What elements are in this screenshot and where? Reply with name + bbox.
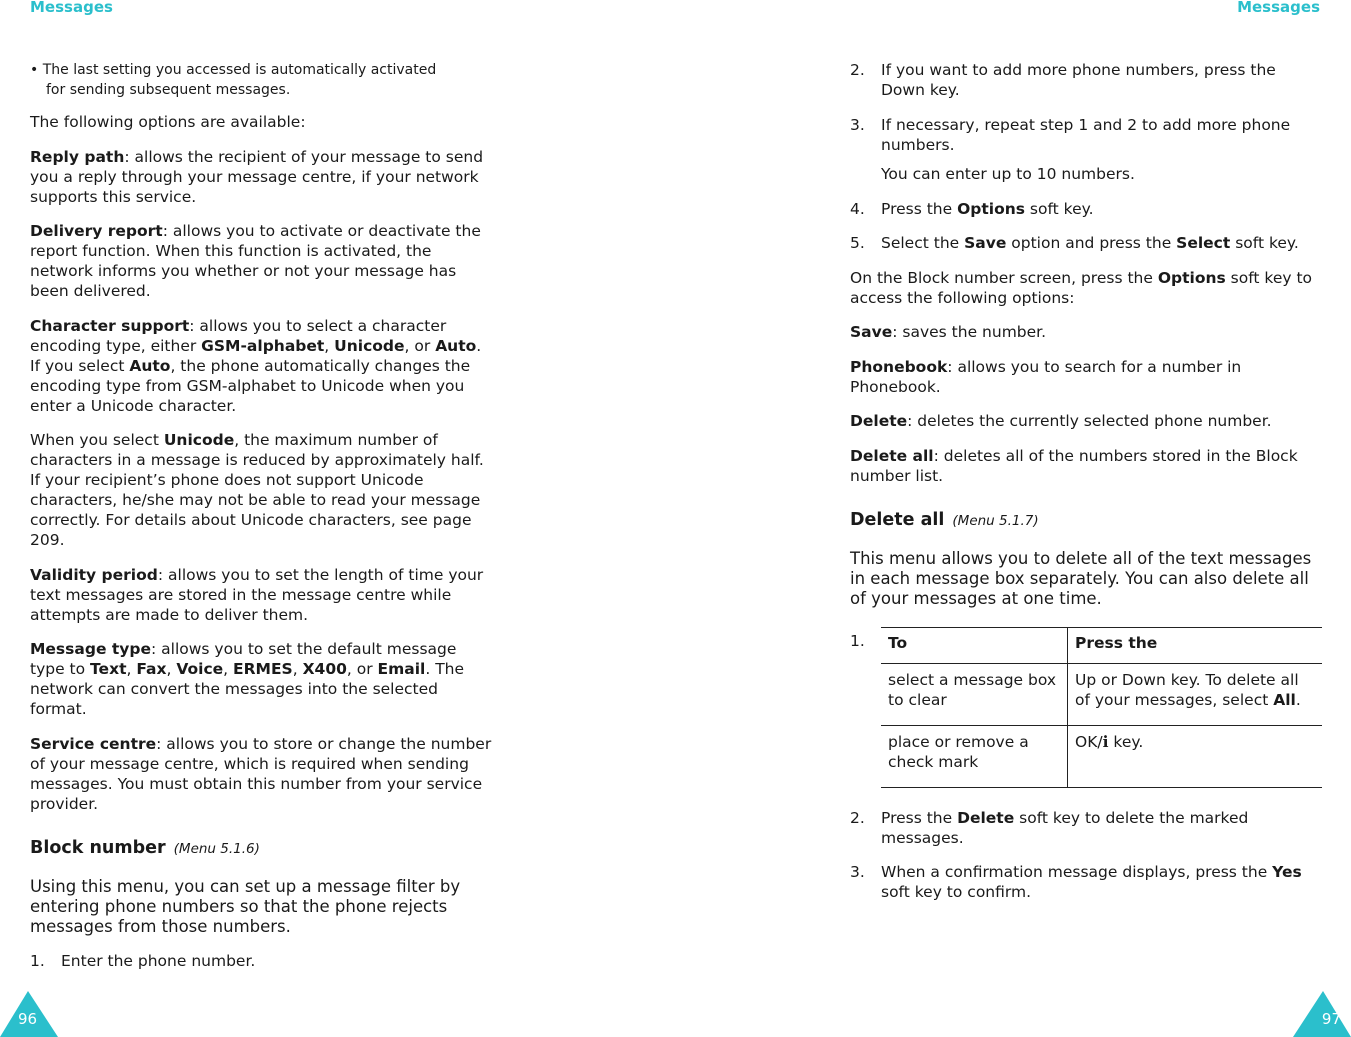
table-cell: place or remove a check mark [881,725,1068,787]
option-service-centre: Service centre: allows you to store or change the number of your message centre, which is required when sending messages. You must obtain this number from your service provider. [30,734,492,813]
option-reply-path: Reply path: allows the recipient of your message to send you a reply through your message centre, if your network supports this service. [30,147,484,206]
unicode-paragraph: When you select Unicode, the maximum number of characters in a message is reduced by approximately half. If your recipient’s phone does not support Unicode characters, he/she may not be able to read your message correctly. For details about Unicode characters, see page 209. [30,431,484,549]
options-intro: The following options are available: [30,113,306,131]
page-number: 97 [1321,1010,1341,1028]
option-delete: Delete: deletes the currently selected phone number. [850,412,1272,430]
step-item: 5. Select the Save option and press the Select soft key. [850,234,1299,252]
block-options-intro: On the Block number screen, press the Options soft key to access the following options: [850,268,1313,307]
block-steps [30,951,492,971]
instruction-table-block [850,627,1322,788]
step-note: You can enter up to 10 numbers. [881,165,1135,183]
step-item: 3. If necessary, repeat step 1 and 2 to add more phone numbers. [850,115,1291,154]
info-key-icon: ℹ [1102,732,1109,751]
delete-steps [850,808,1322,903]
left-page [0,0,675,1037]
left-column [30,60,492,986]
option-save: Save: saves the number. [850,323,1047,341]
note-bullet: • [30,62,39,78]
section-title-delete-all: Delete all (Menu 5.1.7) [850,509,1039,530]
note [30,60,492,100]
option-message-type: Message type: allows you to set the default message type to Text, Fax, Voice, ERMES, X400, or Email. The network can convert the messages into the selected format. [30,640,465,718]
right-column [850,60,1322,917]
table-cell: Up or Down key. To delete all of your messages, select All. [1068,663,1323,725]
block-steps-continued [850,60,1322,155]
block-intro: Using this menu, you can set up a message filter by entering phone numbers so that the phone rejects messages from those numbers. [30,876,461,936]
table-cell: select a message box to clear [881,663,1068,725]
step-item: 1. Enter the phone number. [30,952,256,970]
table-row [881,663,1322,725]
page-number: 96 [18,1010,38,1028]
option-delete-all: Delete all: deletes all of the numbers stored in the Block number list. [850,446,1298,485]
step-item: 3. When a confirmation message displays, press the Yes soft key to confirm. [850,863,1302,901]
table-cell: OK/ℹ key. [1068,725,1323,787]
page-header: Messages [1237,0,1320,16]
table-step-number: 1. [850,631,865,650]
table-header-row [881,627,1322,663]
option-validity-period: Validity period: allows you to set the length of time your text messages are stored in the message centre while attempts are made to deliver them. [30,565,484,624]
option-delivery-report: Delivery report: allows you to activate or deactivate the report function. When this function is activated, the network informs you whether or not your message has been delivered. [30,222,481,300]
table-header-press: Press the [1068,627,1323,663]
delete-all-intro: This menu allows you to delete all of the text messages in each message box separately. You can also delete all of your messages at one time. [850,548,1312,608]
step-item: 2. Press the Delete soft key to delete the marked messages. [850,808,1249,847]
step-item: 4. Press the Options soft key. [850,199,1094,218]
note-line2: for sending subsequent messages. [46,82,291,98]
instruction-table [881,627,1322,788]
note-line1: The last setting you accessed is automatically activated [42,62,437,78]
section-title-block-number: Block number (Menu 5.1.6) [30,837,260,858]
right-page [675,0,1351,1037]
block-steps-more [850,199,1322,254]
step-item: 2. If you want to add more phone numbers, press the Down key. [850,61,1276,99]
page-header: Messages [30,0,113,16]
table-header-to: To [881,627,1068,663]
table-row [881,725,1322,787]
option-character-support: Character support: allows you to select a character encoding type, either GSM-alphabet, Unicode, or Auto. If you select Auto, the phone automatically changes the encoding type from GSM-alphabet to Unicode when you enter a Unicode character. [30,316,482,415]
option-phonebook: Phonebook: allows you to search for a number in Phonebook. [850,357,1242,396]
